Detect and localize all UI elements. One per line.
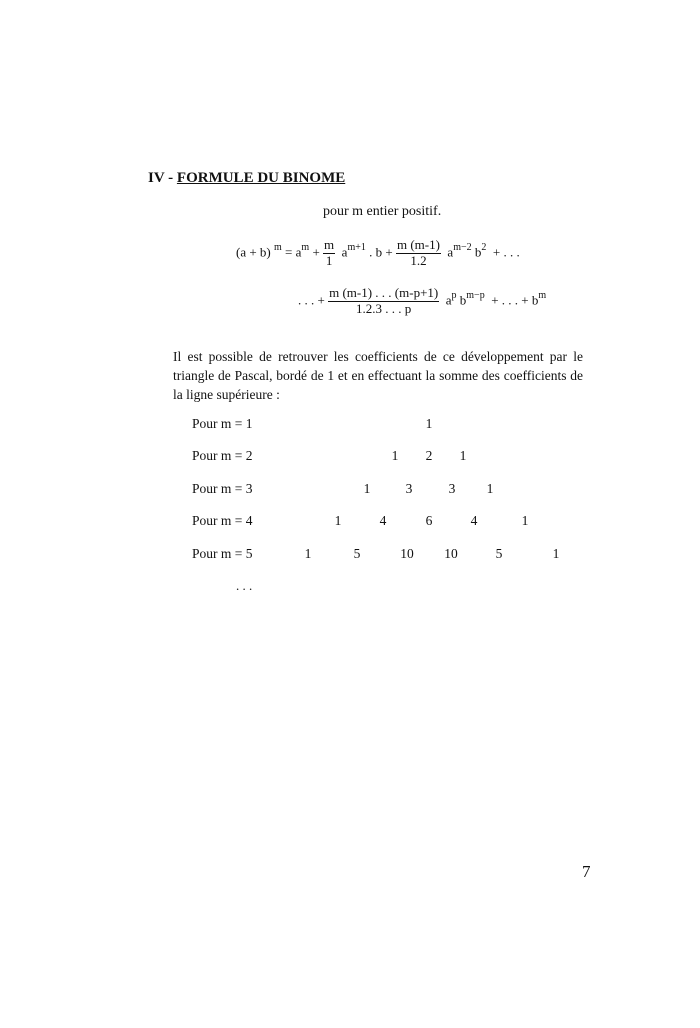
term3-base: a [447, 244, 454, 260]
fraction-1-numerator: m [324, 237, 335, 252]
pascal-row-label: Pour m = 1 [192, 416, 253, 431]
pascal-cell: 1 [425, 416, 433, 431]
formula-a-exponent: m [301, 242, 310, 254]
pascal-cell: 1 [486, 481, 494, 496]
fraction-2-numerator: m (m-1) [396, 237, 440, 252]
continuation-ellipsis: . . . [236, 578, 253, 593]
formula-lhs: (a + b) [236, 244, 271, 260]
fraction-1 [323, 238, 335, 269]
pascal-cell: 3 [448, 481, 456, 496]
formula2-a: a [445, 292, 452, 308]
fraction-2-denominator: 1.2 [410, 252, 427, 268]
pascal-row-label: Pour m = 3 [192, 481, 253, 496]
page-number: 7 [582, 862, 591, 881]
heading-prefix: IV - [148, 170, 177, 186]
pascal-cell: 5 [495, 546, 503, 561]
pascal-cell: 4 [470, 513, 478, 528]
formula-plus: + [312, 244, 320, 260]
term3-b: b [474, 244, 482, 260]
term3-tail: + . . . [492, 244, 520, 260]
section-heading [148, 170, 345, 187]
formula2-lead: . . . + [298, 292, 325, 308]
fraction-1-denominator: 1 [325, 252, 333, 268]
formula-lhs-exponent: m [274, 242, 282, 254]
pascal-cell: 6 [425, 513, 433, 528]
binomial-formula-line1 [236, 238, 520, 269]
condition-text: pour m entier positif. [323, 204, 442, 219]
fraction-general-numerator: m (m-1) . . . (m-p+1) [329, 285, 439, 300]
fraction-2 [396, 238, 441, 269]
pascal-cell: 1 [391, 448, 399, 463]
explanation-paragraph: Il est possible de retrouver les coefficients de ce développement par le triangle de Pascal, bordé de 1 et en effectuant la somme des coefficients de la ligne supérieure : [173, 349, 583, 402]
formula2-tail-exponent: m [538, 290, 547, 302]
pascal-row-label: Pour m = 2 [192, 448, 253, 463]
pascal-cell: 1 [459, 448, 467, 463]
pascal-cell: 3 [405, 481, 413, 496]
pascal-cell: 10 [444, 546, 458, 561]
pascal-cell: 1 [552, 546, 560, 561]
pascal-cell: 5 [353, 546, 361, 561]
pascal-cell: 1 [363, 481, 371, 496]
term3-exponent: m−2 [453, 242, 472, 254]
pascal-cell: 2 [425, 448, 433, 463]
pascal-cell: 4 [379, 513, 387, 528]
binomial-formula-line2 [298, 286, 546, 317]
formula2-b-exponent: m−p [466, 290, 485, 302]
pascal-cell: 1 [521, 513, 529, 528]
formula2-tail: + . . . + b [491, 292, 539, 308]
term2-tail: . b + [369, 244, 393, 260]
pascal-row-label: Pour m = 4 [192, 513, 253, 528]
formula2-a-exponent: p [451, 290, 457, 302]
formula-eq: = a [285, 244, 302, 260]
term2-base: a [341, 244, 348, 260]
pascal-cell: 1 [304, 546, 312, 561]
fraction-general [328, 286, 439, 317]
fraction-general-denominator: 1.2.3 . . . p [356, 300, 412, 316]
formula2-b: b [459, 292, 467, 308]
term3-b-exponent: 2 [481, 242, 487, 254]
term2-exponent: m+1 [347, 242, 366, 254]
pascal-cell: 10 [400, 546, 414, 561]
pascal-cell: 1 [334, 513, 342, 528]
heading-title: FORMULE DU BINOME [176, 170, 346, 186]
pascal-row-label: Pour m = 5 [192, 546, 253, 561]
